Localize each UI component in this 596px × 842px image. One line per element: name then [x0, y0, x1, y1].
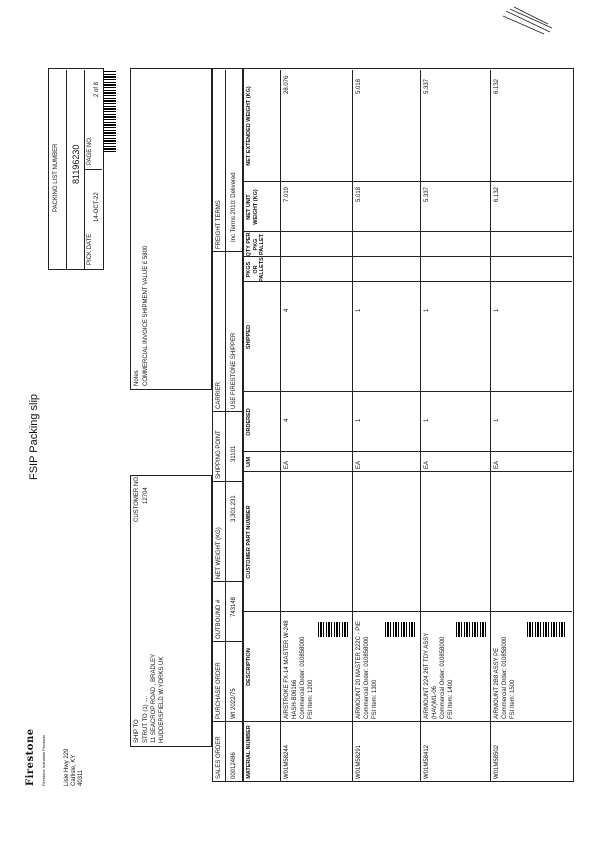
line-2-ordered: 1 [356, 418, 362, 422]
line-1-ext-weight: 28.076 [284, 75, 290, 94]
line-4-um: EA [494, 460, 500, 469]
line-4-barcode [525, 622, 565, 637]
line-3-material: W01M58412 [424, 744, 430, 779]
line-4-desc-1: AIRMOUNT 2B8 ASSY PE [494, 647, 500, 719]
line-1-desc-4: FSI Item: 1200 [308, 679, 314, 719]
freight-terms-header: FREIGHT TERMS [216, 200, 222, 249]
line-4-ext-weight: 6.132 [494, 78, 500, 94]
ship-to-label: SHIP TO [134, 719, 140, 743]
ship-to-line-2: 11 SEACROP ROAD , BRADLEY [151, 653, 157, 743]
line-4-unit-weight: 6.132 [494, 186, 500, 202]
shipping-point-header: SHIPPING POINT [216, 430, 222, 479]
customer-no-value: 12704 [143, 487, 149, 504]
col-net-extended-weight: NET EXTENDED WEIGHT (KG) [246, 86, 252, 166]
line-4-desc-2: Commercial Order: 010858000 [502, 636, 508, 719]
purchase-order-value: Wt 2022/75 [231, 688, 237, 719]
line-2-desc-2: Commercial Order: 010858000 [364, 636, 370, 719]
sales-order-header: SALES ORDER [216, 736, 222, 779]
col-ordered: ORDERED [246, 408, 252, 436]
page-number-value: 2 of 8 [94, 81, 100, 97]
line-2-um: EA [356, 460, 362, 469]
line-4-ordered: 1 [494, 418, 500, 422]
packing-list-number: 81196230 [71, 144, 81, 184]
ship-to-line-1: STRUT TO (1) .... [143, 695, 149, 743]
line-1-shipped: 4 [284, 308, 290, 312]
col-material-number: MATERIAL NUMBER [246, 725, 252, 779]
line-1-desc-1: AIRSTROKE FX-14 MASTER W-248 [284, 620, 290, 719]
carrier-header: CARRIER [216, 381, 222, 409]
address-line-3: 40311 [78, 769, 84, 786]
shipping-point-value: 31101 [231, 445, 237, 462]
page-number-label: PAGE NO. [87, 136, 93, 165]
col-um: U/M [246, 456, 252, 468]
packing-list-label: PACKING LIST NUMBER [53, 143, 59, 212]
line-3-unit-weight: 5.337 [424, 186, 430, 202]
line-1-desc-3: Commercial Order: 010858000 [300, 636, 306, 719]
line-2-desc-3: FSI Item: 1300 [372, 679, 378, 719]
line-4-desc-3: FSI Item: 1500 [510, 679, 516, 719]
line-3-shipped: 1 [424, 308, 430, 312]
line-2-shipped: 1 [356, 308, 362, 312]
net-weight-header: NET WEIGHT (KG) [216, 527, 222, 579]
col-qty-per: QTY PER PKG PALLET [246, 232, 265, 257]
line-3-barcode [456, 622, 486, 637]
carrier-value: USE FIRESTONE SHIPPER [231, 332, 237, 409]
signature-mark [500, 6, 555, 36]
line-3-desc-1: AIRMOUNT 224 26T TDY ASSY [424, 632, 430, 719]
line-4-material: W01M58502 [494, 744, 500, 779]
line-1-material: W01M58244 [284, 744, 290, 779]
freight-terms-value: Inc Terms 2010: Delivered [231, 172, 237, 242]
line-3-desc-3: Commercial Order: 010858000 [440, 636, 446, 719]
address-line-2: Carlisle, KY [71, 754, 77, 786]
line-3-desc-2: (HAV)M1-06 [432, 686, 438, 719]
line-2-barcode [385, 622, 415, 637]
line-1-unit-weight: 7.019 [284, 186, 290, 202]
ship-to-line-3: HUDDERSFIELD W.YORKS UK [159, 656, 165, 743]
pick-date-value: 14-OCT-22 [94, 192, 100, 222]
packing-list-barcode [104, 70, 116, 152]
line-3-um: EA [424, 460, 430, 469]
sales-order-value: 00012486 [231, 752, 237, 779]
line-1-ordered: 4 [284, 418, 290, 422]
col-shipped: SHIPPED [246, 324, 252, 350]
col-customer-part: CUSTOMER PART NUMBER [246, 505, 252, 579]
line-2-unit-weight: 5.018 [356, 186, 362, 202]
line-1-desc-2: HASH-B06166 [292, 679, 298, 719]
col-net-unit-weight: NET UNIT WEIGHT (KG) [246, 189, 259, 225]
outbound-header: OUTBOUND # [216, 599, 222, 639]
company-logo-subtitle: Firestone Industrial Products [41, 735, 46, 786]
notes-text: COMMERCIAL INVOICE SHIPMENT VALUE £ 5800 [143, 245, 149, 386]
outbound-value: 743148 [231, 596, 237, 617]
purchase-order-header: PURCHASE ORDER [216, 662, 222, 719]
page-title: FSIP Packing slip [28, 393, 40, 480]
line-2-ext-weight: 5.018 [356, 78, 362, 94]
address-line-1: Lisle Hwy 229 [64, 748, 70, 786]
line-3-ext-weight: 5.337 [424, 78, 430, 94]
line-4-shipped: 1 [494, 308, 500, 312]
line-3-desc-4: FSI Item: 1400 [448, 679, 454, 719]
company-logo: Firestone [25, 728, 36, 786]
line-items-table [242, 68, 574, 782]
pick-date-label: PICK DATE [87, 233, 93, 265]
notes-label: Notes [134, 370, 140, 386]
line-2-desc-1: AIRMOUNT 20 MASTER 222C - PIE [356, 621, 362, 719]
customer-no-label: CUSTOMER NO. [134, 475, 140, 522]
line-1-um: EA [284, 460, 290, 469]
line-1-barcode [318, 622, 348, 637]
col-pkgs-pallets: PKGS OR PALLETS [246, 257, 265, 282]
col-description: DESCRIPTION [246, 648, 252, 686]
net-weight-value: 3,301.231 [231, 495, 237, 522]
line-3-ordered: 1 [424, 418, 430, 422]
line-2-material: W01M58291 [356, 744, 362, 779]
